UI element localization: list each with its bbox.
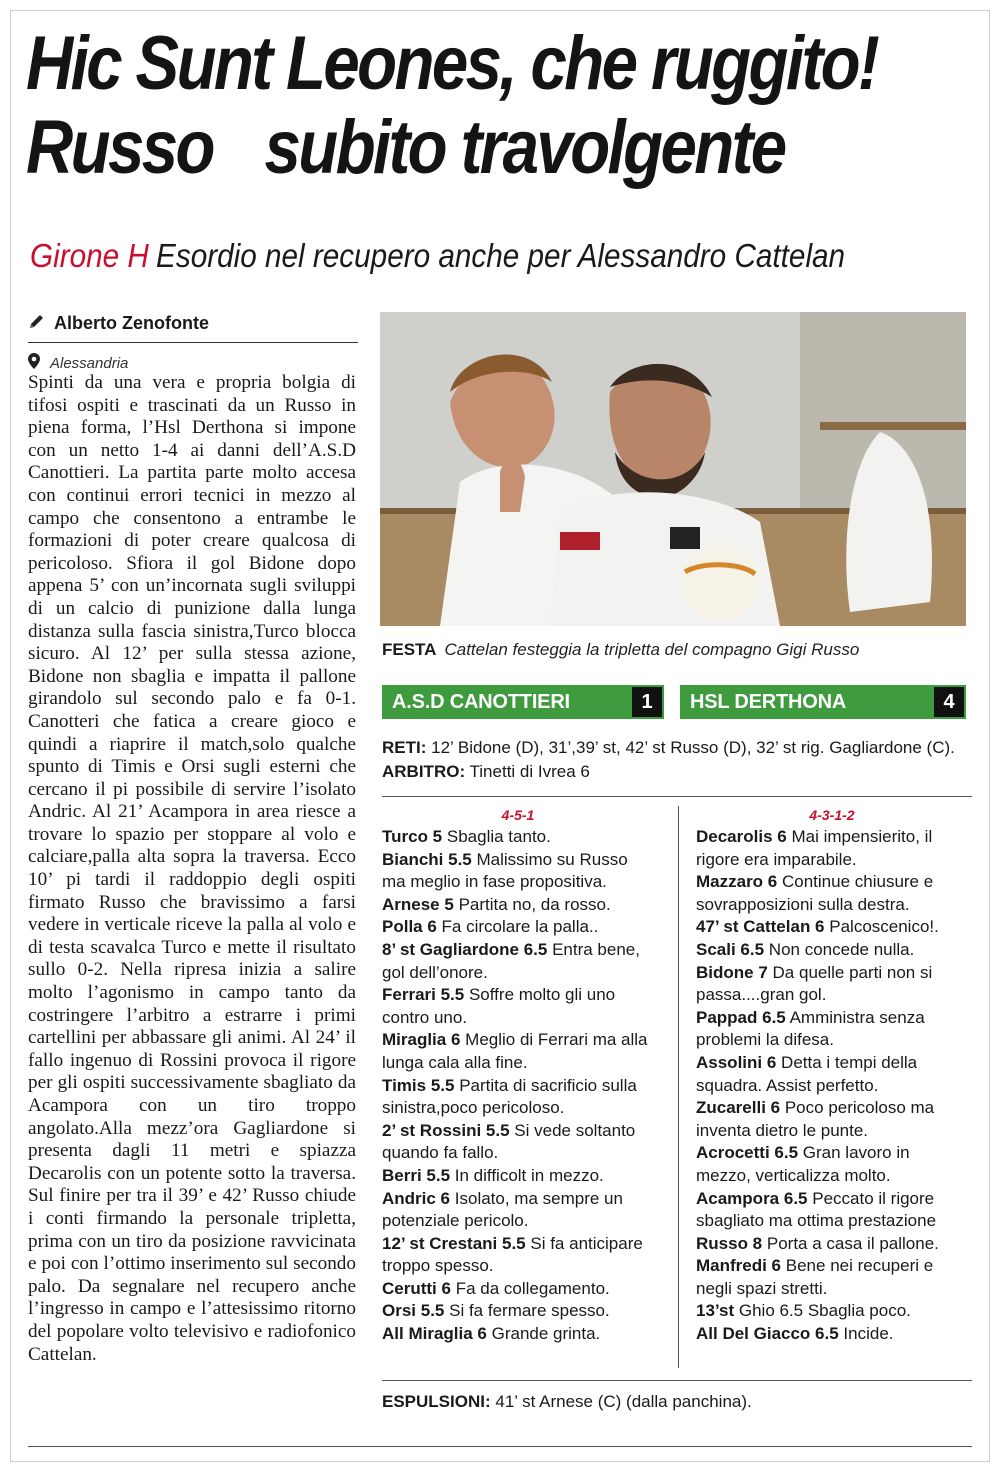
player-name-score: 47’ st Cattelan 6	[696, 917, 825, 937]
player-comment: Ghio 6.5 Sbaglia poco.	[738, 1301, 911, 1321]
page-bottom-divider	[28, 1446, 972, 1447]
away-team-bar	[680, 685, 966, 719]
player-rating	[696, 916, 968, 939]
player-name-score: Cerutti 6	[382, 1278, 451, 1298]
headline-line-2-part-2: subito travolgente	[264, 105, 785, 190]
home-ratings-list	[382, 826, 654, 1346]
player-name-score: Pappad 6.5	[696, 1007, 786, 1027]
headline-line-2	[26, 106, 852, 190]
player-comment: Fa da collegamento.	[455, 1278, 610, 1298]
byline-divider	[28, 342, 358, 343]
player-rating	[696, 1142, 968, 1187]
player-name-score: Arnese 5	[382, 894, 454, 914]
player-rating	[382, 1075, 654, 1120]
player-name-score: Polla 6	[382, 917, 437, 937]
player-comment: Peccato il rigore sbagliato ma ottima prestazione	[696, 1188, 937, 1231]
player-comment: Poco pericoloso ma inventa dietro le punte.	[696, 1098, 935, 1140]
player-name-score: 12’ st Crestani 5.5	[382, 1233, 526, 1253]
expulsions-text: 41’ st Arnese (C) (dalla panchina).	[495, 1392, 752, 1411]
home-team-name: A.S.D CANOTTIERI	[392, 690, 570, 713]
ratings-column-divider	[678, 806, 679, 1368]
goals-line	[382, 736, 972, 760]
expulsions-divider	[382, 1380, 972, 1381]
player-rating	[382, 1278, 654, 1301]
headline	[26, 21, 878, 190]
player-rating	[382, 1323, 654, 1346]
subheadline	[30, 236, 885, 276]
player-rating	[696, 1300, 968, 1323]
referee-label: ARBITRO:	[382, 762, 466, 781]
author-line	[28, 310, 358, 336]
away-ratings-list	[696, 826, 968, 1346]
home-team-bar	[382, 685, 664, 719]
player-comment: Continue chiusure e sovrapposizioni sulla destra.	[696, 872, 934, 914]
pencil-icon	[28, 312, 46, 335]
player-name-score: 13’st	[696, 1301, 735, 1321]
player-rating	[696, 1255, 968, 1300]
expulsions-line	[382, 1392, 972, 1412]
player-name-score: Scali 6.5	[696, 939, 765, 959]
player-rating	[382, 826, 654, 849]
player-comment: Fa circolare la palla..	[441, 917, 599, 937]
player-rating	[382, 1165, 654, 1188]
player-rating	[382, 894, 654, 917]
player-name-score: All Del Giacco 6.5	[696, 1324, 839, 1344]
player-comment: Partita no, da rosso.	[458, 894, 611, 914]
goals-text: 12’ Bidone (D), 31’,39’ st, 42’ st Russo (D), 32’ st rig. Gagliardone (C).	[431, 738, 955, 757]
player-comment: Bene nei recuperi e negli spazi stretti.	[696, 1256, 934, 1298]
player-comment: Detta i tempi della squadra. Assist perfetto.	[696, 1052, 918, 1095]
player-comment: Da quelle parti non si passa....gran gol.	[696, 962, 933, 1005]
player-comment: Gran lavoro in mezzo, verticalizza molto.	[696, 1143, 910, 1185]
player-comment: Si fa anticipare troppo spesso.	[382, 1233, 643, 1276]
player-name-score: Bidone 7	[696, 962, 768, 982]
referee-line	[382, 760, 972, 784]
player-name-score: Mazzaro 6	[696, 872, 778, 892]
player-comment: Partita di sacrificio sulla sinistra,poco pericoloso.	[382, 1075, 637, 1118]
player-name-score: Miraglia 6	[382, 1030, 461, 1050]
player-comment: Mai impensierito, il rigore era imparabile.	[696, 827, 933, 869]
player-rating	[696, 1323, 968, 1346]
map-pin-icon	[28, 353, 40, 373]
player-rating	[696, 1097, 968, 1142]
away-team-score: 4	[934, 687, 964, 717]
player-name-score: Berri 5.5	[382, 1165, 451, 1185]
player-name-score: All Miraglia 6	[382, 1324, 487, 1344]
photo-caption	[382, 640, 972, 660]
player-comment: Soffre molto gli uno contro uno.	[382, 985, 616, 1027]
goals-label: RETI:	[382, 738, 427, 757]
headline-line-2-part-1: Russo	[26, 105, 213, 190]
player-rating	[696, 1007, 968, 1052]
player-name-score: Acampora 6.5	[696, 1188, 808, 1208]
player-rating	[696, 1052, 968, 1097]
byline	[28, 310, 358, 373]
away-ratings	[696, 806, 968, 1346]
player-rating	[382, 1188, 654, 1233]
player-comment: Entra bene, gol dell’onore.	[382, 939, 640, 982]
player-rating	[696, 826, 968, 871]
location-name: Alessandria	[50, 354, 129, 372]
author-name: Alberto Zenofonte	[54, 312, 209, 333]
player-rating	[382, 1029, 654, 1074]
player-rating	[382, 939, 654, 984]
player-comment: Meglio di Ferrari ma alla lunga cala alla fine.	[382, 1030, 648, 1072]
player-comment: Palcoscenico!.	[829, 917, 939, 937]
caption-tag: FESTA	[382, 640, 437, 659]
photo-players-celebrating	[380, 312, 966, 626]
player-rating	[382, 984, 654, 1029]
player-name-score: Acrocetti 6.5	[696, 1143, 799, 1163]
home-ratings	[382, 806, 654, 1346]
player-comment: Amministra senza problemi la difesa.	[696, 1007, 925, 1050]
match-facts	[382, 736, 972, 784]
player-rating	[382, 1300, 654, 1323]
location-line	[28, 353, 358, 373]
player-name-score: Turco 5	[382, 827, 443, 846]
player-comment: Sbaglia tanto.	[446, 827, 551, 846]
player-name-score: Russo 8	[696, 1233, 763, 1253]
player-comment: Non concede nulla.	[768, 939, 915, 959]
article-body: Spinti da una vera e propria bolgia di tifosi ospiti e trascinati da un Russo in piena forma, l’Hsl Derthona si impone con un netto 1-4 ai danni dell’A.S.D Canottieri. La partita parte molto accesa con continui errori tecnici in mezzo al campo che consentono a entrambe le formazioni di poter creare qualcosa di pericoloso. Sfiora il gol Bidone dopo appena 5’ con un’incornata sugli sviluppi di un calcio di punizione dalla lunga distanza sulla fascia sinistra,Turco blocca sicuro. Al 12’ per sulla stessa azione, Bidone non sbaglia e impatta il pallone girandolo sul secondo palo e fa 0-1. Canotteri che fatica a creare gioco e quindi a riaprire il match,solo qualche spunto di Timis e Orsi sugli esterni che cercano il pi possibile di servire l’isolato Andric. Al 21’ Acampora in area riesce a trovare lo spazio per stoppare al volo e calciare,palla alta sopra la traversa. Ecco 10’ pi tardi il raddoppio degli ospiti firmato Russo che bravissimo a farsi vedere in verticale riceve la palla al volo e di testa scavalca Turco e mette il risultato sullo 0-2. Nella ripresa inizia a salire molto l’agonismo in campo tanto da costringere l’arbitro a estrarre i primi cartellini per abbassare gli animi. Al 24’ il fallo ingenuo di Rossini provoca il rigore per gli ospiti successivamente sbagliato da Acampora con un tiro troppo angolato.Alla mezz’ora Gagliardone si presenta dagli 11 metri e spiazza Decarolis con un potente sotto la traversa. Sul finire per tra il 39’ e 42’ Russo chiude i conti firmando la personale tripletta, prima con un tiro da posizione ravvicinata e poi con l’ottimo inserimento sul secondo palo. Da segnalare nel recupero anche l’ingresso in campo e l’attesissimo ritorno del popolare volto televisivo e radiofonico Cattelan.	[28, 372, 356, 1365]
player-name-score: Decarolis 6	[696, 827, 787, 846]
player-comment: Incide.	[843, 1324, 894, 1344]
player-name-score: Timis 5.5	[382, 1075, 455, 1095]
player-name-score: 8’ st Gagliardone 6.5	[382, 939, 548, 959]
player-rating	[696, 962, 968, 1007]
player-comment: Isolato, ma sempre un potenziale pericolo.	[382, 1188, 623, 1231]
player-name-score: Assolini 6	[696, 1052, 777, 1072]
player-comment: In difficolt in mezzo.	[454, 1165, 604, 1185]
section-kicker: Girone H	[30, 237, 149, 274]
player-name-score: Zucarelli 6	[696, 1098, 781, 1118]
player-comment: Grande grinta.	[491, 1324, 601, 1344]
player-name-score: 2’ st Rossini 5.5	[382, 1120, 510, 1140]
deck-text: Esordio nel recupero anche per Alessandro Cattelan	[156, 237, 846, 274]
player-rating	[696, 1233, 968, 1256]
player-comment: Porta a casa il pallone.	[766, 1233, 939, 1253]
player-name-score: Bianchi 5.5	[382, 849, 472, 869]
ratings-top-divider	[382, 796, 972, 797]
player-rating	[696, 1188, 968, 1233]
player-name-score: Manfredi 6	[696, 1256, 782, 1276]
player-name-score: Orsi 5.5	[382, 1301, 445, 1321]
player-comment: Si vede soltanto quando fa fallo.	[382, 1120, 636, 1163]
player-name-score: Andric 6	[382, 1188, 451, 1208]
player-comment: Malissimo su Russo ma meglio in fase propositiva.	[382, 849, 628, 892]
caption-text: Cattelan festeggia la tripletta del compagno Gigi Russo	[444, 640, 860, 659]
away-team-name: HSL DERTHONA	[690, 690, 847, 713]
player-rating	[382, 916, 654, 939]
player-rating	[382, 849, 654, 894]
home-formation: 4-5-1	[501, 807, 535, 823]
referee-text: Tinetti di Ivrea 6	[469, 762, 590, 781]
player-comment: Si fa fermare spesso.	[449, 1301, 610, 1321]
home-team-score: 1	[632, 687, 662, 717]
expulsions-label: ESPULSIONI:	[382, 1392, 491, 1411]
player-rating	[382, 1120, 654, 1165]
player-rating	[696, 939, 968, 962]
headline-line-1: Hic Sunt Leones, che ruggito!	[26, 21, 878, 106]
player-rating	[382, 1233, 654, 1278]
player-rating	[696, 871, 968, 916]
away-formation: 4-3-1-2	[809, 807, 855, 823]
player-name-score: Ferrari 5.5	[382, 985, 465, 1005]
